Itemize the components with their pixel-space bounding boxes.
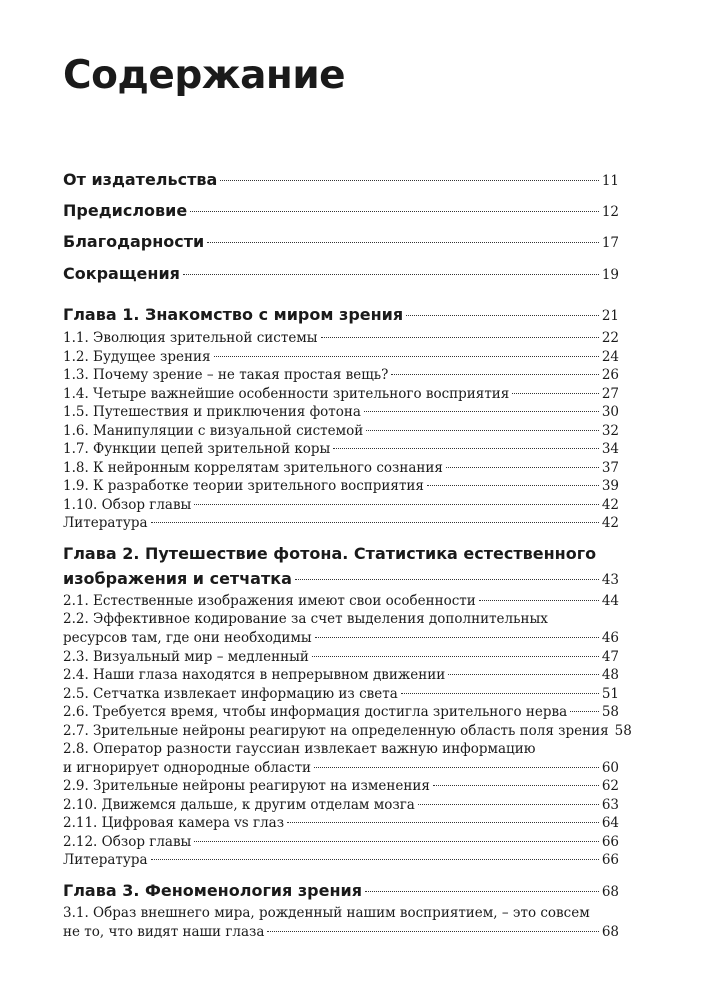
section-label: 2.9. Зрительные нейроны реагируют на изменения — [63, 778, 430, 794]
toc-section-1-8[interactable] — [63, 460, 619, 476]
toc-section-3-1[interactable] — [63, 924, 619, 940]
section-page: 51 — [601, 685, 619, 702]
section-3-1-line1[interactable]: 3.1. Образ внешнего мира, рожденный нашим восприятием, – это совсем — [63, 905, 590, 921]
section-label: 2.12. Обзор главы — [63, 833, 192, 850]
section-label: 1.4. Четыре важнейшие особенности зрительного восприятия — [63, 385, 510, 402]
section-page: 68 — [601, 924, 619, 940]
dot-leader — [295, 579, 599, 580]
section-label: 1.7. Функции цепей зрительной коры — [63, 441, 331, 457]
toc-section-2-4[interactable] — [63, 667, 619, 683]
toc-section-2-5[interactable] — [63, 686, 619, 702]
chapter-title-line2: изображения и сетчатка — [63, 569, 292, 588]
section-label: 1.9. К разработке теории зрительного восприятия — [63, 478, 424, 494]
dot-leader — [401, 693, 599, 694]
toc-section-1-literature[interactable] — [63, 515, 619, 531]
dot-leader — [427, 485, 599, 486]
section-label: 2.10. Движемся дальше, к другим отделам мозга — [63, 796, 415, 813]
section-label: 2.7. Зрительные нейроны реагируют на определенную область поля зрения — [63, 722, 609, 739]
toc-chapter-2[interactable] — [63, 569, 619, 588]
toc-entry-label: От издательства — [63, 170, 218, 189]
toc-page — [63, 0, 632, 940]
chapter-page: 43 — [601, 572, 619, 588]
toc-entry-page: 19 — [601, 267, 619, 283]
dot-leader — [391, 374, 598, 375]
toc-section-1-9[interactable] — [63, 478, 619, 494]
section-page: 48 — [601, 667, 619, 683]
chapter-title: Глава 1. Знакомство с миром зрения — [63, 305, 404, 324]
dot-leader — [151, 522, 599, 523]
toc-section-2-1[interactable] — [63, 593, 619, 609]
dot-leader — [267, 931, 598, 932]
section-page: 42 — [601, 496, 619, 513]
section-label: Литература — [63, 852, 148, 868]
page-title: Содержание — [63, 53, 346, 98]
toc-section-2-8[interactable] — [63, 760, 619, 776]
section-2-2-line1[interactable]: 2.2. Эффективное кодирование за счет выделения дополнительных — [63, 611, 548, 627]
section-2-8-line1[interactable]: 2.8. Оператор разности гауссиан извлекает важную информацию — [63, 741, 536, 757]
section-label: 1.10. Обзор главы — [63, 496, 192, 513]
toc-chapter-3[interactable] — [63, 881, 619, 900]
section-label: 2.5. Сетчатка извлекает информацию из света — [63, 685, 398, 702]
dot-leader — [214, 356, 599, 357]
section-label-line2: не то, что видят наши глаза — [63, 924, 265, 940]
section-page: 63 — [601, 796, 619, 813]
toc-section-2-9[interactable] — [63, 778, 619, 794]
toc-section-2-literature[interactable] — [63, 852, 619, 868]
toc-section-2-3[interactable] — [63, 649, 619, 665]
toc-section-1-10[interactable] — [63, 497, 619, 513]
dot-leader — [446, 467, 599, 468]
dot-leader — [190, 211, 599, 212]
section-label: 2.6. Требуется время, чтобы информация достигла зрительного нерва — [63, 704, 568, 720]
dot-leader — [364, 411, 599, 412]
section-page: 32 — [601, 422, 619, 439]
chapter-2-title-line1[interactable]: Глава 2. Путешествие фотона. Статистика естественного — [63, 544, 597, 563]
toc-entry-acknowledgements[interactable] — [63, 232, 619, 251]
chapter-page: 21 — [601, 308, 619, 324]
dot-leader — [207, 242, 599, 243]
section-page: 26 — [601, 367, 619, 383]
toc-section-2-2[interactable] — [63, 630, 619, 646]
section-label: 1.5. Путешествия и приключения фотона — [63, 404, 361, 420]
toc-section-1-3[interactable] — [63, 367, 619, 383]
toc-chapter-1[interactable] — [63, 305, 619, 324]
toc-entry-page: 12 — [601, 204, 619, 220]
toc-section-1-4[interactable] — [63, 386, 619, 402]
toc-entry-label: Предисловие — [63, 201, 188, 220]
section-label: 1.2. Будущее зрения — [63, 348, 211, 365]
toc-section-1-5[interactable] — [63, 404, 619, 420]
section-label: 2.11. Цифровая камера vs глаз — [63, 815, 285, 831]
dot-leader — [570, 711, 599, 712]
section-label-line2: и игнорирует однородные области — [63, 759, 312, 776]
section-label: 2.4. Наши глаза находятся в непрерывном движении — [63, 667, 446, 683]
dot-leader — [406, 315, 599, 316]
dot-leader — [314, 767, 599, 768]
dot-leader — [194, 504, 599, 505]
section-page: 30 — [601, 404, 619, 420]
section-page: 66 — [601, 852, 619, 868]
section-label: 2.1. Естественные изображения имеют свои особенности — [63, 593, 476, 609]
dot-leader — [365, 891, 599, 892]
dot-leader — [194, 841, 599, 842]
dot-leader — [512, 393, 599, 394]
section-page: 24 — [601, 348, 619, 365]
toc-entry-label: Благодарности — [63, 232, 205, 251]
section-page: 34 — [601, 441, 619, 457]
chapter-page: 68 — [601, 884, 619, 900]
toc-section-2-6[interactable] — [63, 704, 619, 720]
section-page: 60 — [601, 759, 619, 776]
section-label-line2: ресурсов там, где они необходимы — [63, 630, 312, 646]
toc-entry-page: 11 — [601, 173, 619, 189]
section-page: 64 — [601, 815, 619, 831]
toc-section-2-10[interactable] — [63, 797, 619, 813]
section-page: 22 — [601, 330, 619, 346]
chapter-title: Глава 3. Феноменология зрения — [63, 881, 362, 900]
dot-leader — [151, 859, 599, 860]
toc-entry-page: 17 — [601, 235, 619, 251]
section-label: 1.6. Манипуляции с визуальной системой — [63, 422, 364, 439]
section-page: 27 — [601, 385, 619, 402]
toc-entry-abbreviations[interactable] — [63, 264, 619, 283]
dot-leader — [433, 785, 599, 786]
section-page: 37 — [601, 459, 619, 476]
section-page: 62 — [601, 778, 619, 794]
toc-entry-from-publisher[interactable] — [63, 170, 619, 189]
dot-leader — [418, 804, 599, 805]
dot-leader — [220, 180, 599, 181]
toc-section-2-7[interactable] — [63, 722, 632, 739]
section-page: 58 — [601, 704, 619, 720]
section-label: 1.8. К нейронным коррелятам зрительного сознания — [63, 459, 443, 476]
toc-section-1-6[interactable] — [63, 423, 619, 439]
dot-leader — [321, 337, 599, 338]
dot-leader — [312, 656, 599, 657]
dot-leader — [366, 430, 599, 431]
toc-section-1-2[interactable] — [63, 349, 619, 365]
dot-leader — [479, 600, 599, 601]
toc-section-1-7[interactable] — [63, 441, 619, 457]
dot-leader — [448, 674, 599, 675]
toc-section-2-12[interactable] — [63, 834, 619, 850]
dot-leader — [315, 637, 599, 638]
section-label: 2.3. Визуальный мир – медленный — [63, 648, 309, 665]
section-page: 39 — [601, 478, 619, 494]
section-label: Литература — [63, 515, 148, 531]
section-page: 46 — [601, 630, 619, 646]
dot-leader — [333, 448, 599, 449]
toc-entry-preface[interactable] — [63, 201, 619, 220]
section-label: 1.3. Почему зрение – не такая простая вещь? — [63, 367, 389, 383]
section-page: 44 — [601, 593, 619, 609]
section-page: 42 — [601, 515, 619, 531]
toc-section-2-11[interactable] — [63, 815, 619, 831]
dot-leader — [183, 274, 599, 275]
section-page: 66 — [601, 833, 619, 850]
section-page: 47 — [601, 648, 619, 665]
toc-section-1-1[interactable] — [63, 330, 619, 346]
section-page: 58 — [614, 722, 632, 739]
dot-leader — [287, 822, 599, 823]
section-label: 1.1. Эволюция зрительной системы — [63, 330, 318, 346]
toc-entry-label: Сокращения — [63, 264, 180, 283]
